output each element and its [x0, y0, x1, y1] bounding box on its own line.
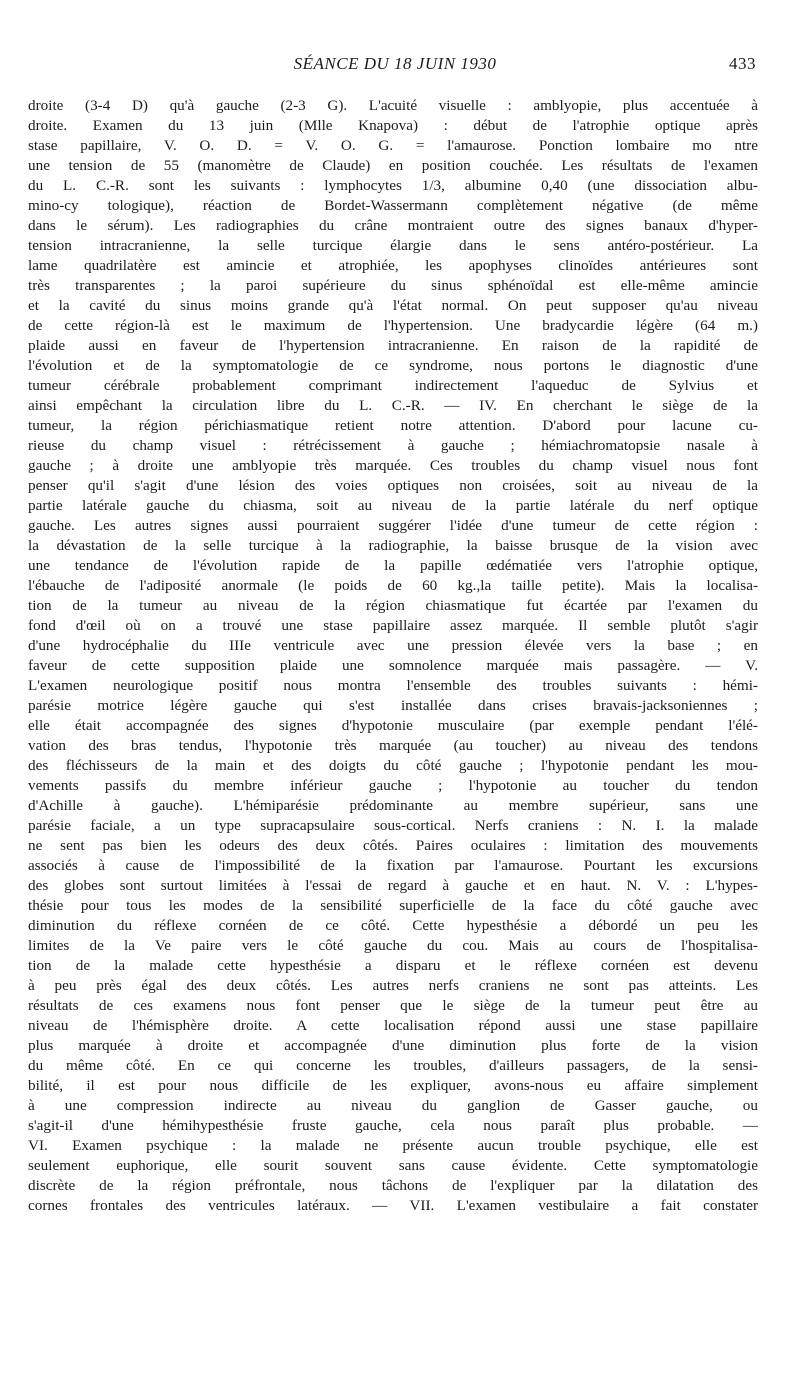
- text-line: d'Achille à gauche). L'hémiparésie prédominante au membre supérieur, sans une: [28, 797, 758, 814]
- text-line: fond d'œil où on a trouvé une stase papillaire assez marquée. Il semble plutôt s'agir: [28, 617, 758, 634]
- text-line: droite. Examen du 13 juin (Mlle Knapova) : début de l'atrophie optique après: [28, 117, 758, 134]
- text-line: mino-cy tologique), réaction de Bordet-Wassermann complètement négative (de même: [28, 197, 758, 214]
- text-line: gauche. Les autres signes aussi pourraient suggérer l'idée d'une tumeur de cette région :: [28, 517, 758, 534]
- text-line: l'ébauche de l'adiposité anormale (le poids de 60 kg.,la taille petite). Mais la localisa-: [28, 577, 758, 594]
- text-line: du L. C.-R. sont les suivants : lymphocytes 1/3, albumine 0,40 (une dissociation albu-: [28, 177, 758, 194]
- text-line: d'une hydrocéphalie du IIIe ventricule avec une pression élevée vers la base ; en: [28, 637, 758, 654]
- running-title: SÉANCE DU 18 JUIN 1930: [293, 54, 497, 73]
- text-line: limites de la Ve paire vers le côté gauche du cou. Mais au cours de l'hospitalisa-: [28, 937, 758, 954]
- text-line: bilité, il est pour nous difficile de les expliquer, avons-nous eu affaire simplement: [28, 1077, 758, 1094]
- text-line: la dévastation de la selle turcique à la radiographie, la baisse brusque de la vision avec: [28, 537, 758, 554]
- text-line: faveur de cette supposition plaide une somnolence marquée mais passagère. — V.: [28, 657, 758, 674]
- text-line: dans le sérum). Les radiographies du crâne montraient outre des signes banaux d'hyper-: [28, 217, 758, 234]
- text-line: une tendance de l'évolution rapide de la papille œdématiée vers l'atrophie optique,: [28, 557, 758, 574]
- text-line: VI. Examen psychique : la malade ne présente aucun trouble psychique, elle est: [28, 1137, 758, 1154]
- text-line: parésie motrice légère gauche qui s'est installée dans crises bravais-jacksoniennes ;: [28, 697, 758, 714]
- text-line: partie latérale gauche du chiasma, soit au niveau de la partie latérale du nerf optique: [28, 497, 758, 514]
- text-line: discrète de la région préfrontale, nous tâchons de l'expliquer par la dilatation des: [28, 1177, 758, 1194]
- text-line: tumeur, la région périchiasmatique retient notre attention. D'abord pour lacune cu-: [28, 417, 758, 434]
- text-line: l'évolution et de la symptomatologie de ce syndrome, nous portons le diagnostic d'une: [28, 357, 758, 374]
- text-line: plaide aussi en faveur de l'hypertension intracranienne. En raison de la rapidité de: [28, 337, 758, 354]
- text-line: une tension de 55 (manomètre de Claude) en position couchée. Les résultats de l'examen: [28, 157, 758, 174]
- page-number: 433: [729, 54, 756, 73]
- text-line: lame quadrilatère est amincie et atrophiée, les apophyses clinoïdes antérieures sont: [28, 257, 758, 274]
- text-line: rieuse du champ visuel : rétrécissement à gauche ; hémiachromatopsie nasale à: [28, 437, 758, 454]
- text-line: vation des bras tendus, l'hypotonie très marquée (au toucher) au niveau des tendons: [28, 737, 758, 754]
- text-line: elle était accompagnée des signes d'hypotonie musculaire (par exemple pendant l'élé-: [28, 717, 758, 734]
- text-line: à une compression indirecte au niveau du ganglion de Gasser gauche, ou: [28, 1097, 758, 1114]
- text-line: tension intracranienne, la selle turcique élargie dans le sens antéro-postérieur. La: [28, 237, 758, 254]
- text-line: plus marquée à droite et accompagnée d'une diminution plus forte de la vision: [28, 1037, 758, 1054]
- text-line: résultats de ces examens nous font penser que le siège de la tumeur peut être au: [28, 997, 758, 1014]
- text-line: gauche ; à droite une amblyopie très marquée. Ces troubles du champ visuel nous font: [28, 457, 758, 474]
- text-line: s'agit-il d'une hémihypesthésie fruste gauche, cela nous paraît plus probable. —: [28, 1117, 758, 1134]
- text-line: L'examen neurologique positif nous montra l'ensemble des troubles suivants : hémi-: [28, 677, 758, 694]
- text-line: thésie pour tous les modes de la sensibilité superficielle de la face du côté gauche avec: [28, 897, 758, 914]
- text-line: des fléchisseurs de la main et des doigts du côté gauche ; l'hypotonie pendant les mou-: [28, 757, 758, 774]
- text-line: stase papillaire, V. O. D. = V. O. G. = l'amaurose. Ponction lombaire mo ntre: [28, 137, 758, 154]
- text-line: vements passifs du membre inférieur gauche ; l'hypotonie au toucher du tendon: [28, 777, 758, 794]
- text-line: tion de la malade cette hypesthésie a disparu et le réflexe cornéen est devenu: [28, 957, 758, 974]
- text-line: droite (3-4 D) qu'à gauche (2-3 G). L'acuité visuelle : amblyopie, plus accentuée à: [28, 97, 758, 114]
- text-line: tumeur cérébrale probablement comprimant indirectement l'aqueduc de Sylvius et: [28, 377, 758, 394]
- text-line: niveau de l'hémisphère droite. A cette localisation répond aussi une stase papillaire: [28, 1017, 758, 1034]
- text-line: des globes sont surtout limitées à l'essai de regard à gauche et en haut. N. V. : L'hypes-: [28, 877, 758, 894]
- text-line: tion de la tumeur au niveau de la région chiasmatique fut écartée par l'examen du: [28, 597, 758, 614]
- body-text: [28, 96, 758, 1216]
- text-line: diminution du réflexe cornéen de ce côté. Cette hypesthésie a débordé un peu les: [28, 917, 758, 934]
- text-line: de cette région-là est le maximum de l'hypertension. Une bradycardie légère (64 m.): [28, 317, 758, 334]
- running-head: [34, 54, 756, 76]
- text-line: seulement euphorique, elle sourit souvent sans cause évidente. Cette symptomatologie: [28, 1157, 758, 1174]
- text-line: du même côté. En ce qui concerne les troubles, d'ailleurs passagers, de la sensi-: [28, 1057, 758, 1074]
- text-line: à peu près égal des deux côtés. Les autres nerfs craniens ne sont pas atteints. Les: [28, 977, 758, 994]
- text-line: ne sent pas bien les odeurs des deux côtés. Paires oculaires : limitation des mouvements: [28, 837, 758, 854]
- text-line: associés à cause de l'impossibilité de la fixation par l'amaurose. Pourtant les excursions: [28, 857, 758, 874]
- text-line: et la cavité du sinus moins grande qu'à l'état normal. On peut supposer qu'au niveau: [28, 297, 758, 314]
- text-line: cornes frontales des ventricules latéraux. — VII. L'examen vestibulaire a fait constater: [28, 1197, 758, 1214]
- text-line: très transparentes ; la paroi supérieure du sinus sphénoïdal est elle-même amincie: [28, 277, 758, 294]
- text-line: ainsi empêchant la circulation libre du L. C.-R. — IV. En cherchant le siège de la: [28, 397, 758, 414]
- text-line: parésie faciale, a un type supracapsulaire sous-cortical. Nerfs craniens : N. I. la malade: [28, 817, 758, 834]
- text-line: penser qu'il s'agit d'une lésion des voies optiques non croisées, soit au niveau de la: [28, 477, 758, 494]
